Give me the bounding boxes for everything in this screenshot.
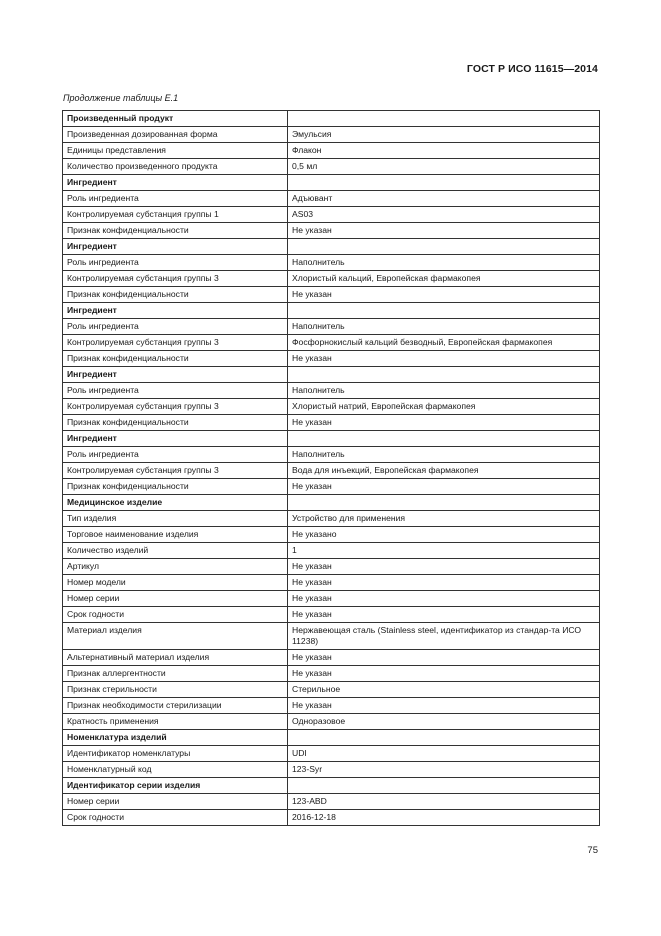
table-row bbox=[63, 714, 600, 730]
section-title: Произведенный продукт bbox=[63, 111, 288, 127]
table-row bbox=[63, 682, 600, 698]
table-row bbox=[63, 666, 600, 682]
row-label: Альтернативный материал изделия bbox=[63, 650, 288, 666]
row-value: Не указан bbox=[288, 698, 600, 714]
table-row bbox=[63, 383, 600, 399]
table-row bbox=[63, 271, 600, 287]
section-title: Ингредиент bbox=[63, 303, 288, 319]
section-title: Идентификатор серии изделия bbox=[63, 778, 288, 794]
table-row bbox=[63, 479, 600, 495]
row-label: Признак необходимости стерилизации bbox=[63, 698, 288, 714]
row-value: Не указан bbox=[288, 591, 600, 607]
row-label: Контролируемая субстанция группы 3 bbox=[63, 335, 288, 351]
table-row bbox=[63, 591, 600, 607]
table-row bbox=[63, 335, 600, 351]
row-value: 123-ABD bbox=[288, 794, 600, 810]
table-row bbox=[63, 746, 600, 762]
table-row bbox=[63, 223, 600, 239]
section-header-row bbox=[63, 431, 600, 447]
table-row bbox=[63, 794, 600, 810]
table-row bbox=[63, 319, 600, 335]
row-value: Не указан bbox=[288, 223, 600, 239]
row-value: Не указан bbox=[288, 479, 600, 495]
row-value bbox=[288, 431, 600, 447]
table-row bbox=[63, 623, 600, 650]
row-value bbox=[288, 730, 600, 746]
row-label: Кратность применения bbox=[63, 714, 288, 730]
section-header-row bbox=[63, 303, 600, 319]
row-label: Роль ингредиента bbox=[63, 319, 288, 335]
row-label: Материал изделия bbox=[63, 623, 288, 650]
table-row bbox=[63, 698, 600, 714]
table-row bbox=[63, 511, 600, 527]
table-row bbox=[63, 207, 600, 223]
row-label: Тип изделия bbox=[63, 511, 288, 527]
row-label: Роль ингредиента bbox=[63, 191, 288, 207]
row-label: Признак конфиденциальности bbox=[63, 479, 288, 495]
row-value: Эмульсия bbox=[288, 127, 600, 143]
row-value: Не указан bbox=[288, 287, 600, 303]
row-value: UDI bbox=[288, 746, 600, 762]
table-row bbox=[63, 762, 600, 778]
row-value bbox=[288, 367, 600, 383]
row-label: Единицы представления bbox=[63, 143, 288, 159]
row-value: Вода для инъекций, Европейская фармакопея bbox=[288, 463, 600, 479]
row-label: Контролируемая субстанция группы 3 bbox=[63, 399, 288, 415]
row-value: Адъювант bbox=[288, 191, 600, 207]
table-caption: Продолжение таблицы Е.1 bbox=[63, 93, 179, 103]
row-value: Хлористый кальций, Европейская фармакопея bbox=[288, 271, 600, 287]
row-label: Номер серии bbox=[63, 794, 288, 810]
row-value: 1 bbox=[288, 543, 600, 559]
row-label: Произведенная дозированная форма bbox=[63, 127, 288, 143]
row-label: Срок годности bbox=[63, 607, 288, 623]
row-value: Не указан bbox=[288, 607, 600, 623]
section-title: Ингредиент bbox=[63, 239, 288, 255]
row-value: Хлористый натрий, Европейская фармакопея bbox=[288, 399, 600, 415]
table-row bbox=[63, 127, 600, 143]
row-value bbox=[288, 239, 600, 255]
row-value: 0,5 мл bbox=[288, 159, 600, 175]
row-value: Не указан bbox=[288, 575, 600, 591]
section-title: Ингредиент bbox=[63, 431, 288, 447]
row-value bbox=[288, 495, 600, 511]
row-label: Номенклатурный код bbox=[63, 762, 288, 778]
row-value: AS03 bbox=[288, 207, 600, 223]
table-row bbox=[63, 255, 600, 271]
row-value: Не указан bbox=[288, 650, 600, 666]
section-header-row bbox=[63, 367, 600, 383]
table-body bbox=[63, 111, 600, 826]
section-header-row bbox=[63, 495, 600, 511]
row-label: Количество изделий bbox=[63, 543, 288, 559]
row-value: Устройство для применения bbox=[288, 511, 600, 527]
row-value: Не указан bbox=[288, 415, 600, 431]
row-label: Торговое наименование изделия bbox=[63, 527, 288, 543]
row-value: Флакон bbox=[288, 143, 600, 159]
table-row bbox=[63, 575, 600, 591]
table-row bbox=[63, 559, 600, 575]
table-row bbox=[63, 191, 600, 207]
row-value: Наполнитель bbox=[288, 383, 600, 399]
row-label: Признак стерильности bbox=[63, 682, 288, 698]
row-value: Наполнитель bbox=[288, 255, 600, 271]
row-label: Признак конфиденциальности bbox=[63, 415, 288, 431]
table-row bbox=[63, 810, 600, 826]
section-header-row bbox=[63, 730, 600, 746]
row-label: Контролируемая субстанция группы 3 bbox=[63, 463, 288, 479]
row-value: 123-Syr bbox=[288, 762, 600, 778]
row-label: Количество произведенного продукта bbox=[63, 159, 288, 175]
table-row bbox=[63, 399, 600, 415]
table-row bbox=[63, 463, 600, 479]
row-label: Признак аллергентности bbox=[63, 666, 288, 682]
row-value: Наполнитель bbox=[288, 447, 600, 463]
page-number: 75 bbox=[587, 845, 598, 856]
section-header-row bbox=[63, 111, 600, 127]
section-title: Медицинское изделие bbox=[63, 495, 288, 511]
table-row bbox=[63, 650, 600, 666]
row-label: Признак конфиденциальности bbox=[63, 287, 288, 303]
row-label: Признак конфиденциальности bbox=[63, 223, 288, 239]
row-label: Контролируемая субстанция группы 1 bbox=[63, 207, 288, 223]
row-value: Наполнитель bbox=[288, 319, 600, 335]
row-value bbox=[288, 303, 600, 319]
table-row bbox=[63, 447, 600, 463]
section-title: Ингредиент bbox=[63, 367, 288, 383]
table-row bbox=[63, 287, 600, 303]
row-value bbox=[288, 111, 600, 127]
row-label: Роль ингредиента bbox=[63, 255, 288, 271]
row-value bbox=[288, 778, 600, 794]
row-label: Контролируемая субстанция группы 3 bbox=[63, 271, 288, 287]
row-label: Артикул bbox=[63, 559, 288, 575]
document-standard-header: ГОСТ Р ИСО 11615—2014 bbox=[466, 63, 598, 75]
section-title: Ингредиент bbox=[63, 175, 288, 191]
row-label: Признак конфиденциальности bbox=[63, 351, 288, 367]
table-row bbox=[63, 143, 600, 159]
section-header-row bbox=[63, 239, 600, 255]
row-value: Фосфорнокислый кальций безводный, Европейская фармакопея bbox=[288, 335, 600, 351]
row-label: Срок годности bbox=[63, 810, 288, 826]
row-label: Идентификатор номенклатуры bbox=[63, 746, 288, 762]
table-row bbox=[63, 607, 600, 623]
section-header-row bbox=[63, 175, 600, 191]
row-value: Нержавеющая сталь (Stainless steel, идентификатор из стандар-та ИСО 11238) bbox=[288, 623, 600, 650]
row-label: Номер серии bbox=[63, 591, 288, 607]
row-value: 2016-12-18 bbox=[288, 810, 600, 826]
table-row bbox=[63, 351, 600, 367]
row-label: Роль ингредиента bbox=[63, 383, 288, 399]
section-header-row bbox=[63, 778, 600, 794]
row-label: Номер модели bbox=[63, 575, 288, 591]
table-row bbox=[63, 527, 600, 543]
table-row bbox=[63, 159, 600, 175]
table-row bbox=[63, 415, 600, 431]
row-value: Стерильное bbox=[288, 682, 600, 698]
row-value: Не указан bbox=[288, 559, 600, 575]
row-value: Не указано bbox=[288, 527, 600, 543]
row-value: Не указан bbox=[288, 351, 600, 367]
specification-table bbox=[62, 110, 600, 826]
section-title: Номенклатура изделий bbox=[63, 730, 288, 746]
row-label: Роль ингредиента bbox=[63, 447, 288, 463]
row-value: Не указан bbox=[288, 666, 600, 682]
row-value bbox=[288, 175, 600, 191]
table-row bbox=[63, 543, 600, 559]
row-value: Одноразовое bbox=[288, 714, 600, 730]
